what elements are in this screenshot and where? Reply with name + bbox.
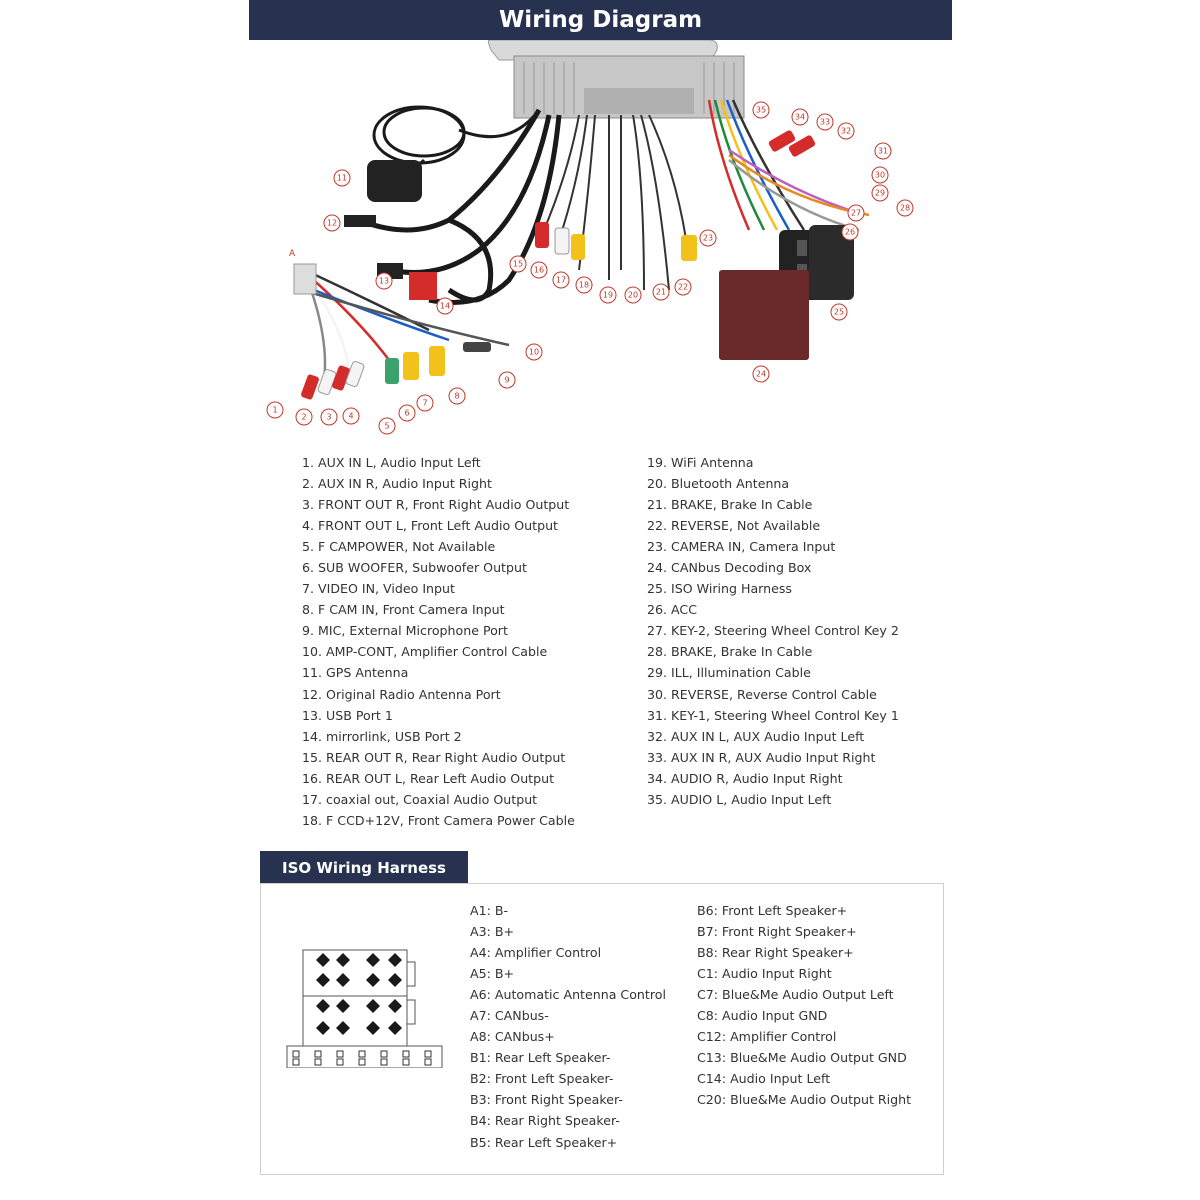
legend-item: 2. AUX IN R, Audio Input Right bbox=[302, 476, 492, 492]
pin-item: B2: Front Left Speaker- bbox=[470, 1071, 614, 1087]
pin-item: A1: B- bbox=[470, 903, 509, 918]
pin-item: C12: Amplifier Control bbox=[697, 1029, 837, 1045]
middle-cables bbox=[544, 115, 689, 290]
pin-item: B3: Front Right Speaker- bbox=[470, 1092, 623, 1108]
pin-item: A7: CANbus- bbox=[470, 1008, 549, 1024]
pin-item: B4: Rear Right Speaker- bbox=[470, 1113, 620, 1129]
callout-number: 35 bbox=[755, 105, 767, 115]
pin-item: A8: CANbus+ bbox=[470, 1029, 555, 1045]
legend-item: 34. AUDIO R, Audio Input Right bbox=[647, 770, 843, 786]
callout-number: 30 bbox=[874, 170, 886, 180]
legend-item: 19. WiFi Antenna bbox=[647, 455, 754, 470]
legend-left-column bbox=[302, 452, 575, 831]
legend-item: 8. F CAM IN, Front Camera Input bbox=[302, 602, 505, 618]
legend-item: 1. AUX IN L, Audio Input Left bbox=[302, 455, 481, 470]
legend-item: 9. MIC, External Microphone Port bbox=[302, 623, 508, 639]
iso-connector-pinout-illustration bbox=[285, 948, 445, 1068]
callout-number: 10 bbox=[528, 347, 540, 357]
legend-item: 5. F CAMPOWER, Not Available bbox=[302, 539, 496, 555]
callout-number: 6 bbox=[404, 408, 410, 418]
callout-number: 4 bbox=[348, 411, 354, 421]
callout-number: 21 bbox=[655, 287, 667, 297]
pin-item: B8: Rear Right Speaker+ bbox=[697, 945, 854, 961]
legend-item: 21. BRAKE, Brake In Cable bbox=[647, 497, 813, 513]
callout-number: 15 bbox=[512, 259, 524, 269]
legend-item: 25. ISO Wiring Harness bbox=[647, 581, 792, 597]
legend-item: 24. CANbus Decoding Box bbox=[647, 560, 812, 576]
callout-number: 32 bbox=[840, 126, 852, 136]
pin-item: B7: Front Right Speaker+ bbox=[697, 924, 857, 940]
legend-item: 11. GPS Antenna bbox=[302, 665, 409, 681]
callout-number: 16 bbox=[533, 265, 545, 275]
legend-item: 13. USB Port 1 bbox=[302, 707, 393, 723]
pin-item: A4: Amplifier Control bbox=[470, 945, 602, 961]
callout-number: 28 bbox=[899, 203, 911, 213]
legend-item: 18. F CCD+12V, Front Camera Power Cable bbox=[302, 812, 575, 828]
legend-item: 26. ACC bbox=[647, 602, 698, 618]
legend-item: 29. ILL, Illumination Cable bbox=[647, 665, 811, 681]
legend-item: 35. AUDIO L, Audio Input Left bbox=[647, 791, 832, 807]
legend-item: 15. REAR OUT R, Rear Right Audio Output bbox=[302, 749, 566, 765]
callout-number: 2 bbox=[301, 412, 307, 422]
callout-number: 33 bbox=[819, 117, 831, 127]
legend-item: 4. FRONT OUT L, Front Left Audio Output bbox=[302, 518, 558, 534]
canbus-box bbox=[719, 270, 809, 360]
audio-rca-pair bbox=[768, 129, 817, 157]
callout-number: 9 bbox=[504, 375, 510, 385]
pin-item: C7: Blue&Me Audio Output Left bbox=[697, 987, 894, 1003]
legend-item: 16. REAR OUT L, Rear Left Audio Output bbox=[302, 770, 555, 786]
legend-item: 31. KEY-1, Steering Wheel Control Key 1 bbox=[647, 707, 899, 723]
callout-number: 22 bbox=[677, 282, 689, 292]
callout-number: 14 bbox=[439, 301, 451, 311]
legend-item: 10. AMP-CONT, Amplifier Control Cable bbox=[302, 644, 548, 660]
callout-number: 13 bbox=[378, 276, 390, 286]
iso-pins-left-column bbox=[470, 900, 666, 1153]
pin-item: C13: Blue&Me Audio Output GND bbox=[697, 1050, 907, 1066]
callout-number: 31 bbox=[877, 146, 889, 156]
iso-pins-right-column bbox=[697, 900, 911, 1110]
legend-item: 12. Original Radio Antenna Port bbox=[302, 686, 501, 702]
gps-puck bbox=[367, 160, 422, 202]
callout-number: 1 bbox=[272, 405, 278, 415]
pin-item: B6: Front Left Speaker+ bbox=[697, 903, 848, 918]
callout-number: 19 bbox=[602, 290, 614, 300]
legend-item: 20. Bluetooth Antenna bbox=[647, 476, 790, 492]
legend-item: 33. AUX IN R, AUX Audio Input Right bbox=[647, 749, 876, 765]
pin-item: A5: B+ bbox=[470, 966, 515, 982]
legend-item: 22. REVERSE, Not Available bbox=[647, 518, 821, 534]
callout-number: 26 bbox=[844, 227, 856, 237]
callout-number: 34 bbox=[794, 112, 806, 122]
wiring-diagram-illustration bbox=[249, 40, 952, 440]
legend-item: 17. coaxial out, Coaxial Audio Output bbox=[302, 791, 538, 807]
legend-right-column bbox=[647, 452, 899, 810]
callout-number: 7 bbox=[422, 398, 428, 408]
callout-number: 25 bbox=[833, 307, 845, 317]
callout-number: 18 bbox=[578, 280, 590, 290]
callout-number: 23 bbox=[702, 233, 714, 243]
callout-number: 29 bbox=[874, 188, 886, 198]
legend-item: 6. SUB WOOFER, Subwoofer Output bbox=[302, 560, 527, 576]
callout-number: 3 bbox=[326, 412, 332, 422]
callout-number: 5 bbox=[384, 421, 390, 431]
pin-item: B1: Rear Left Speaker- bbox=[470, 1050, 611, 1066]
pin-item: C1: Audio Input Right bbox=[697, 966, 832, 982]
pin-item: C8: Audio Input GND bbox=[697, 1008, 828, 1024]
legend-item: 7. VIDEO IN, Video Input bbox=[302, 581, 455, 597]
iso-harness-wires bbox=[709, 100, 869, 230]
head-unit bbox=[488, 40, 744, 118]
usb-port-2-plug bbox=[409, 272, 437, 300]
pin-item: A6: Automatic Antenna Control bbox=[470, 987, 666, 1003]
callout-number: 17 bbox=[555, 275, 567, 285]
harness-a-plug bbox=[294, 264, 316, 294]
callout-number: 20 bbox=[627, 290, 639, 300]
pin-item: B5: Rear Left Speaker+ bbox=[470, 1134, 618, 1150]
legend-item: 14. mirrorlink, USB Port 2 bbox=[302, 728, 462, 744]
legend-item: 3. FRONT OUT R, Front Right Audio Output bbox=[302, 497, 570, 513]
antenna-plug bbox=[344, 215, 376, 227]
callout-number: 12 bbox=[326, 218, 338, 228]
pin-item: C20: Blue&Me Audio Output Right bbox=[697, 1092, 912, 1108]
callout-number: 8 bbox=[454, 391, 460, 401]
callout-number: 24 bbox=[755, 369, 767, 379]
page-title: Wiring Diagram bbox=[249, 0, 952, 40]
legend-item: 23. CAMERA IN, Camera Input bbox=[647, 539, 836, 555]
legend-item: 32. AUX IN L, AUX Audio Input Left bbox=[647, 728, 865, 744]
pin-item: A3: B+ bbox=[470, 924, 515, 940]
legend-item: 27. KEY-2, Steering Wheel Control Key 2 bbox=[647, 623, 899, 639]
middle-rca-connectors bbox=[535, 222, 697, 261]
iso-section-title: ISO Wiring Harness bbox=[260, 851, 468, 885]
harness-marker-label: A bbox=[289, 249, 296, 259]
legend-item: 30. REVERSE, Reverse Control Cable bbox=[647, 686, 877, 702]
pin-item: C14: Audio Input Left bbox=[697, 1071, 831, 1087]
callout-number: 27 bbox=[850, 208, 862, 218]
legend-item: 28. BRAKE, Brake In Cable bbox=[647, 644, 813, 660]
callout-number: 11 bbox=[336, 173, 348, 183]
